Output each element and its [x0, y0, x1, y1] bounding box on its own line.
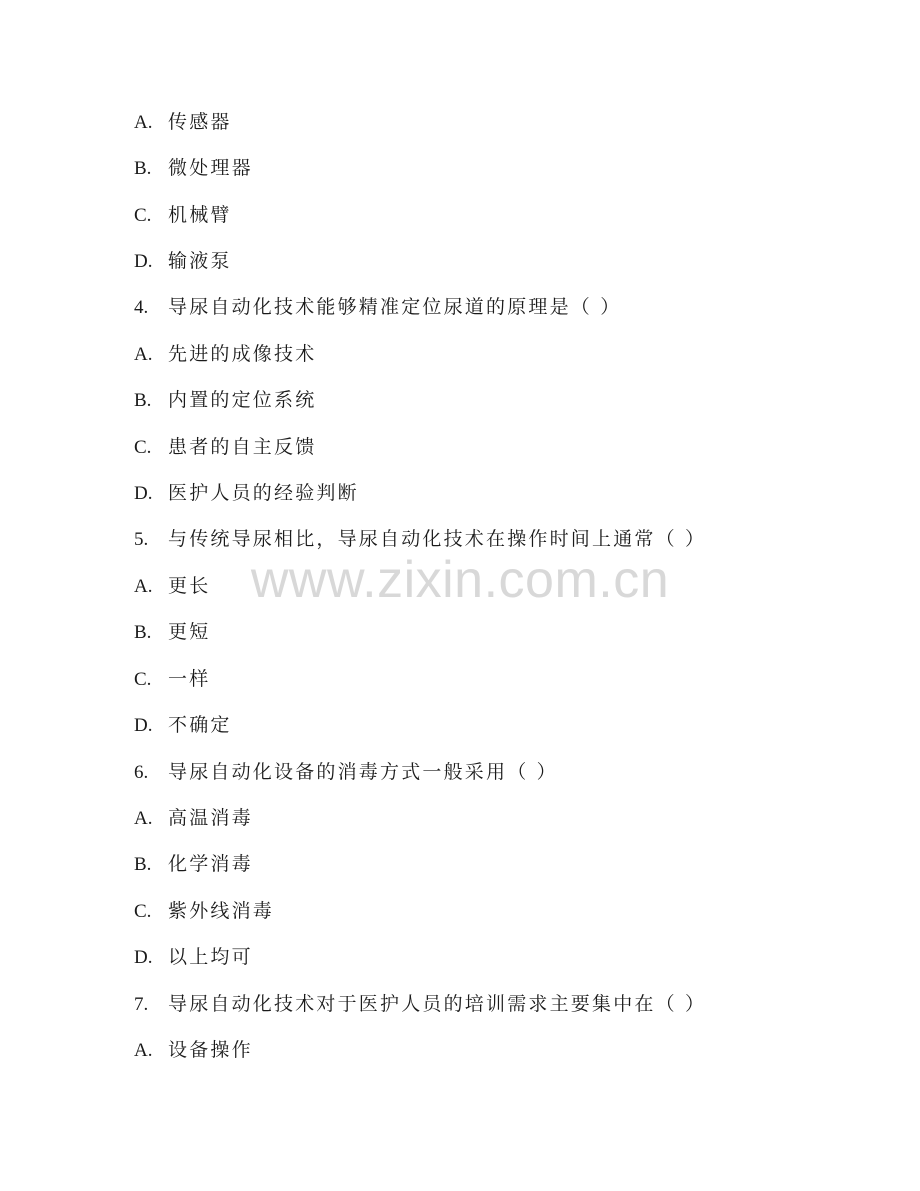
option-line — [134, 617, 210, 647]
option-marker: A. — [134, 576, 153, 597]
option-text: 输液泵 — [168, 250, 232, 272]
option-text: 机械臂 — [168, 204, 232, 226]
option-line — [134, 896, 274, 926]
option-line — [134, 849, 253, 879]
option-text: 微处理器 — [168, 157, 253, 179]
option-marker: D. — [134, 947, 153, 968]
option-line — [134, 664, 210, 694]
option-line — [134, 803, 253, 833]
question-number: 4. — [134, 297, 149, 318]
option-marker: C. — [134, 205, 152, 226]
question-text: 导尿自动化设备的消毒方式一般采用（ ） — [168, 761, 558, 783]
option-text: 紫外线消毒 — [168, 900, 275, 922]
option-text: 以上均可 — [168, 946, 253, 968]
option-text: 患者的自主反馈 — [168, 436, 317, 458]
option-line — [134, 200, 232, 230]
option-marker: C. — [134, 437, 152, 458]
option-marker: B. — [134, 158, 152, 179]
option-line — [134, 107, 232, 137]
option-marker: D. — [134, 251, 153, 272]
option-marker: A. — [134, 112, 153, 133]
option-line — [134, 246, 232, 276]
question-text: 与传统导尿相比，导尿自动化技术在操作时间上通常（ ） — [168, 528, 707, 550]
question-line — [134, 757, 558, 787]
option-text: 更长 — [168, 575, 211, 597]
option-line — [134, 1035, 253, 1065]
watermark: www.zixin.com.cn — [250, 551, 670, 609]
option-marker: B. — [134, 622, 152, 643]
option-marker: B. — [134, 390, 152, 411]
option-line — [134, 432, 316, 462]
option-text: 先进的成像技术 — [168, 343, 317, 365]
option-line — [134, 942, 253, 972]
option-text: 一样 — [168, 668, 211, 690]
option-line — [134, 571, 210, 601]
option-text: 高温消毒 — [168, 807, 253, 829]
option-line — [134, 339, 316, 369]
option-marker: A. — [134, 344, 153, 365]
option-line — [134, 153, 253, 183]
option-marker: D. — [134, 715, 153, 736]
question-text: 导尿自动化技术能够精准定位尿道的原理是（ ） — [168, 296, 622, 318]
option-text: 内置的定位系统 — [168, 389, 317, 411]
option-text: 不确定 — [168, 714, 232, 736]
option-text: 更短 — [168, 621, 211, 643]
option-line — [134, 478, 359, 508]
option-line — [134, 710, 232, 740]
question-number: 5. — [134, 529, 149, 550]
option-text: 传感器 — [168, 111, 232, 133]
option-line — [134, 385, 316, 415]
question-line — [134, 292, 621, 322]
option-marker: A. — [134, 1040, 153, 1061]
option-marker: B. — [134, 854, 152, 875]
option-marker: C. — [134, 901, 152, 922]
option-marker: C. — [134, 669, 152, 690]
question-number: 7. — [134, 994, 149, 1015]
question-line — [134, 989, 706, 1019]
option-text: 设备操作 — [168, 1039, 253, 1061]
option-marker: A. — [134, 808, 153, 829]
question-number: 6. — [134, 762, 149, 783]
option-marker: D. — [134, 483, 153, 504]
option-text: 医护人员的经验判断 — [168, 482, 359, 504]
question-text: 导尿自动化技术对于医护人员的培训需求主要集中在（ ） — [168, 993, 707, 1015]
option-text: 化学消毒 — [168, 853, 253, 875]
